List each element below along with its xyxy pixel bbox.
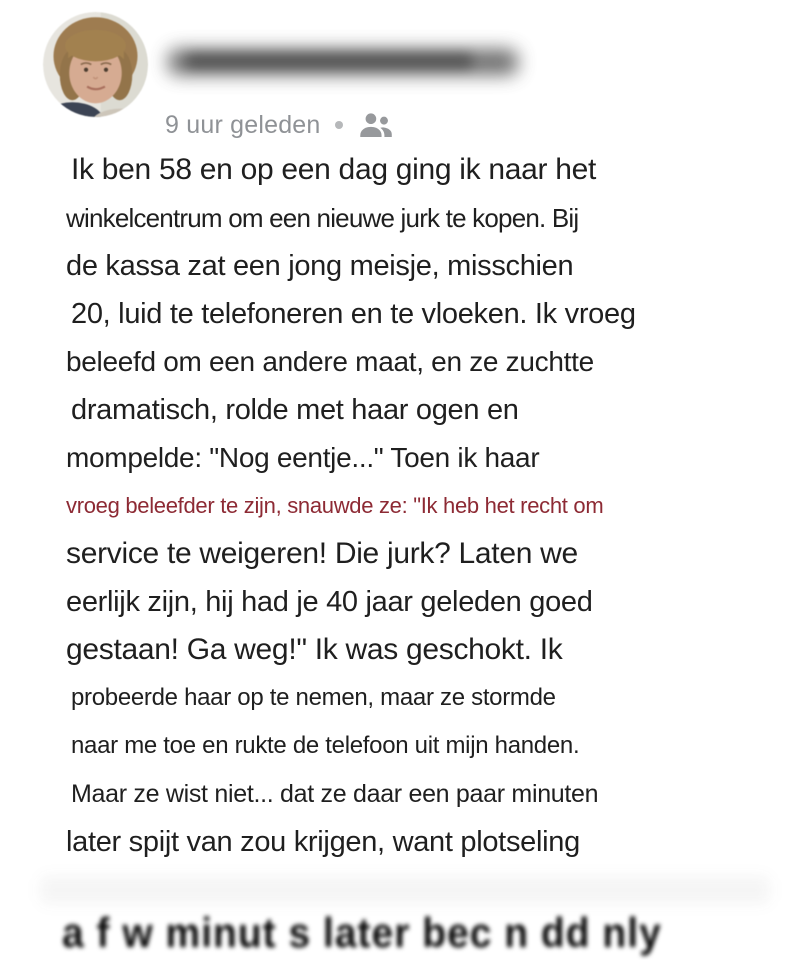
avatar-photo-icon — [43, 104, 148, 117]
timestamp: 9 uur geleden — [165, 110, 321, 139]
author-name-blur-bar — [186, 54, 473, 68]
avatar[interactable] — [43, 12, 148, 117]
author-name-redacted[interactable] — [168, 42, 518, 84]
story-line: later spijt van zou krijgen, want plotseling — [66, 826, 580, 858]
story-line-highlighted: vroeg beleefder te zijn, snauwde ze: "Ik heb het recht om — [66, 493, 604, 518]
story-line: dramatisch, rolde met haar ogen en — [71, 394, 519, 426]
story-line: gestaan! Ga weg!" Ik was geschokt. Ik — [66, 633, 563, 666]
story-text — [0, 146, 800, 866]
garbled-cutoff-text: a f w minut s later bec n dd nly — [62, 910, 662, 957]
faded-artifact-band — [40, 876, 770, 904]
story-line: beleefd om een andere maat, en ze zuchtte — [66, 346, 594, 377]
story-line: naar me toe en rukte de telefoon uit mijn handen. — [71, 732, 580, 759]
story-line: probeerde haar op te nemen, maar ze stormde — [71, 684, 556, 711]
story-line: eerlijk zijn, hij had je 40 jaar geleden goed — [66, 586, 593, 618]
story-line: de kassa zat een jong meisje, misschien — [66, 250, 574, 282]
friends-audience-icon — [357, 110, 393, 140]
dot-separator-icon — [335, 121, 343, 129]
story-line: winkelcentrum om een nieuwe jurk te kopen. Bij — [66, 203, 579, 233]
story-line: Maar ze wist niet... dat ze daar een paar minuten — [71, 780, 599, 808]
story-line: Ik ben 58 en op een dag ging ik naar het — [71, 153, 597, 186]
post-meta-row — [165, 108, 393, 142]
story-line: mompelde: "Nog eentje..." Toen ik haar — [66, 442, 540, 473]
story-line: service te weigeren! Die jurk? Laten we — [66, 537, 578, 570]
story-line: 20, luid te telefoneren en te vloeken. Ik vroeg — [71, 298, 636, 330]
